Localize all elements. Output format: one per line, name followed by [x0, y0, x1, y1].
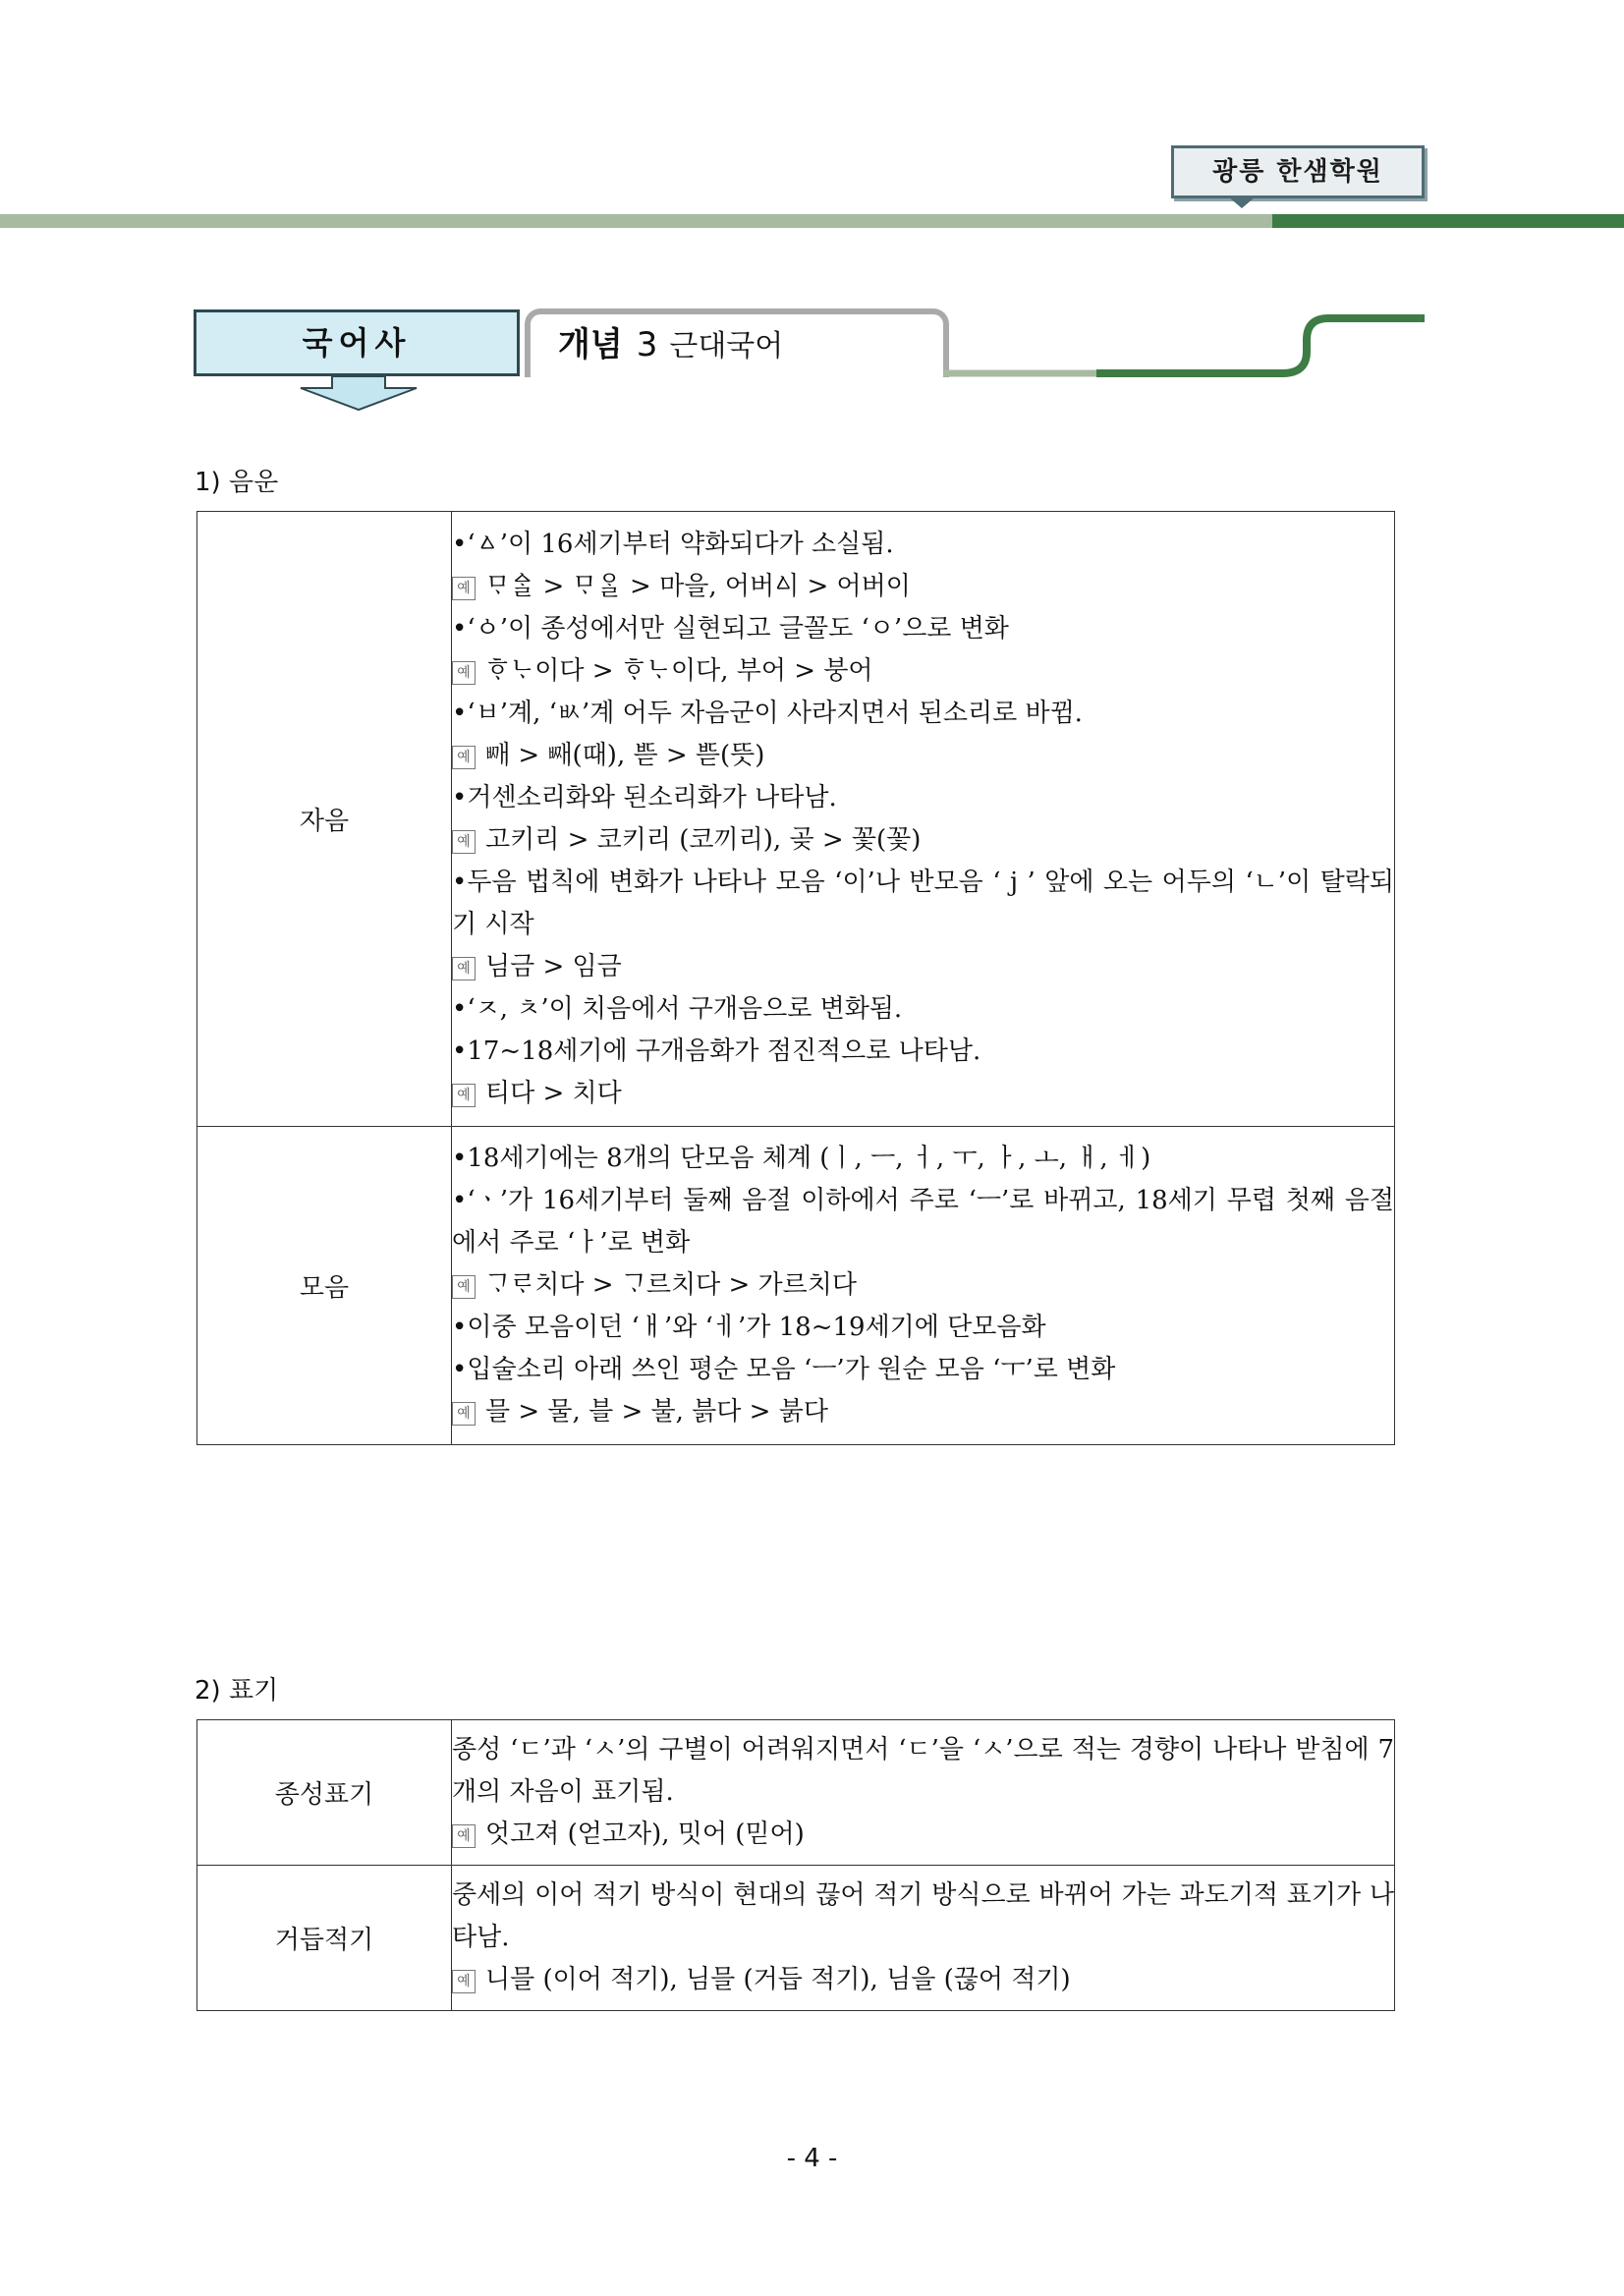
- line-text: 중세의 이어 적기 방식이 현대의 끊어 적기 방식으로 바뀌어 가는 과도기적 표기가 나타남.: [452, 1880, 1394, 1952]
- content-line: [452, 524, 1394, 566]
- example-mark-icon: 예: [452, 577, 476, 600]
- line-text: 님금 > 임금: [485, 951, 622, 981]
- example-mark-icon: 예: [452, 746, 476, 769]
- concept-header: [525, 308, 949, 377]
- example-mark-icon: 예: [452, 1824, 476, 1848]
- content-line: [452, 988, 1394, 1031]
- line-text: •‘ㆍ’가 16세기부터 둘째 음절 이하에서 주로 ‘ㅡ’로 바뀌고, 18세기 무렵 첫째 음절에서 주로 ‘ㅏ’로 변화: [452, 1186, 1394, 1258]
- row-label: 모음: [197, 1127, 452, 1445]
- line-text: •거센소리화와 된소리화가 나타남.: [452, 782, 837, 812]
- badge-pointer: [1228, 196, 1256, 208]
- example-line: [452, 1073, 1394, 1115]
- content-line: [452, 862, 1394, 946]
- page-number: - 4 -: [786, 2144, 838, 2173]
- line-text: •‘ㆁ’이 종성에서만 실현되고 글꼴도 ‘ㅇ’으로 변화: [452, 613, 1009, 644]
- example-mark-icon: 예: [452, 661, 476, 685]
- line-text: 티다 > 치다: [485, 1078, 622, 1108]
- concept-title: 근대국어: [669, 329, 784, 364]
- example-mark-icon: 예: [452, 830, 476, 854]
- example-mark-icon: 예: [452, 1970, 476, 1993]
- concept-number: 3: [636, 325, 658, 364]
- line-text: 니믈 (이어 적기), 님믈 (거듭 적기), 님을 (끊어 적기): [485, 1965, 1071, 1994]
- example-line: [452, 1264, 1394, 1307]
- line-text: •18세기에는 8개의 단모음 체계 (ㅣ, ㅡ, ㅓ, ㅜ, ㅏ, ㅗ, ㅐ, ㅔ): [452, 1144, 1151, 1173]
- row-label: 거듭적기: [197, 1866, 452, 2011]
- line-text: 종성 ‘ㄷ’과 ‘ㅅ’의 구별이 어려워지면서 ‘ㄷ’을 ‘ㅅ’으로 적는 경향이 나타나 받침에 7개의 자음이 표기됨.: [452, 1735, 1394, 1807]
- row-content: [452, 1866, 1395, 2011]
- line-text: ᄆᆞᅀᆞᆯ > ᄆᆞᄋᆞᆯ > 마을, 어버ᅀᅵ > 어버이: [485, 571, 911, 601]
- table-row: [197, 1720, 1395, 1866]
- example-line: [452, 1391, 1394, 1433]
- down-arrow-icon: [295, 376, 422, 412]
- line-text: 고키리 > 코키리 (코끼리), 곶 > 꽃(꽃): [485, 824, 922, 855]
- example-mark-icon: 예: [452, 1084, 476, 1107]
- header-rule-light: [0, 214, 1272, 228]
- example-mark-icon: 예: [452, 957, 476, 980]
- section-heading: 2) 표기: [195, 1676, 279, 1706]
- orthography-table: [196, 1719, 1395, 2011]
- table-row: [197, 1127, 1395, 1445]
- category-label: 국어사: [194, 309, 520, 376]
- row-content: [452, 1720, 1395, 1866]
- line-text: ᄀᆞᄅᆞ치다 > ᄀᆞ르치다 > 가르치다: [485, 1270, 858, 1300]
- section-heading: 1) 음운: [195, 468, 279, 497]
- line-text: •‘ㅿ’이 16세기부터 약화되다가 소실됨.: [452, 529, 894, 559]
- line-text: ᄒᆞᄂᆞ이다 > ᄒᆞᄂᆞ이다, 부어 > 붕어: [485, 655, 873, 686]
- example-line: [452, 1814, 1394, 1856]
- line-text: •17~18세기에 구개음화가 점진적으로 나타남.: [452, 1036, 981, 1066]
- line-text: •‘ㅈ, ㅊ’이 치음에서 구개음으로 변화됨.: [452, 993, 903, 1024]
- content-line: [452, 608, 1394, 650]
- content-line: [452, 1875, 1394, 1959]
- row-label: 자음: [197, 512, 452, 1127]
- header-rule-dark: [1272, 214, 1624, 228]
- example-line: [452, 650, 1394, 693]
- line-text: 엇고져 (얻고자), 밋어 (믿어): [485, 1820, 805, 1849]
- banner-decoration: [943, 314, 1425, 383]
- line-text: •이중 모음이던 ‘ㅐ’와 ‘ㅔ’가 18~19세기에 단모음화: [452, 1313, 1046, 1342]
- phonology-table: [196, 511, 1395, 1445]
- example-line: [452, 819, 1394, 862]
- content-line: [452, 1138, 1394, 1180]
- row-label: 종성표기: [197, 1720, 452, 1866]
- example-line: [452, 946, 1394, 988]
- line-text: •두음 법칙에 변화가 나타나 모음 ‘이’나 반모음 ‘ j ’ 앞에 오는 어두의 ‘ㄴ’이 탈락되기 시작: [452, 867, 1394, 939]
- content-line: [452, 1031, 1394, 1073]
- academy-badge: 광릉 한샘학원: [1171, 145, 1425, 198]
- concept-label: 개념: [558, 325, 623, 364]
- row-content: [452, 1127, 1395, 1445]
- content-line: [452, 1349, 1394, 1391]
- example-mark-icon: 예: [452, 1402, 476, 1426]
- example-line: [452, 1959, 1394, 2001]
- line-text: 믈 > 물, 블 > 불, 븕다 > 붉다: [485, 1397, 828, 1427]
- line-text: •‘ㅂ’계, ‘ㅄ’계 어두 자음군이 사라지면서 된소리로 바뀜.: [452, 698, 1083, 728]
- content-line: [452, 777, 1394, 819]
- example-line: [452, 735, 1394, 777]
- table-row: [197, 512, 1395, 1127]
- line-text: ᄢᅢ > ᄦᅢ(때), ᄠᅳᆮ > ᄠᅳᆮ(뜻): [485, 740, 765, 770]
- content-line: [452, 1729, 1394, 1814]
- table-row: [197, 1866, 1395, 2011]
- content-line: [452, 1307, 1394, 1349]
- row-content: [452, 512, 1395, 1127]
- content-line: [452, 693, 1394, 735]
- example-line: [452, 566, 1394, 608]
- content-line: [452, 1180, 1394, 1264]
- example-mark-icon: 예: [452, 1275, 476, 1299]
- line-text: •입술소리 아래 쓰인 평순 모음 ‘ㅡ’가 원순 모음 ‘ㅜ’로 변화: [452, 1355, 1116, 1384]
